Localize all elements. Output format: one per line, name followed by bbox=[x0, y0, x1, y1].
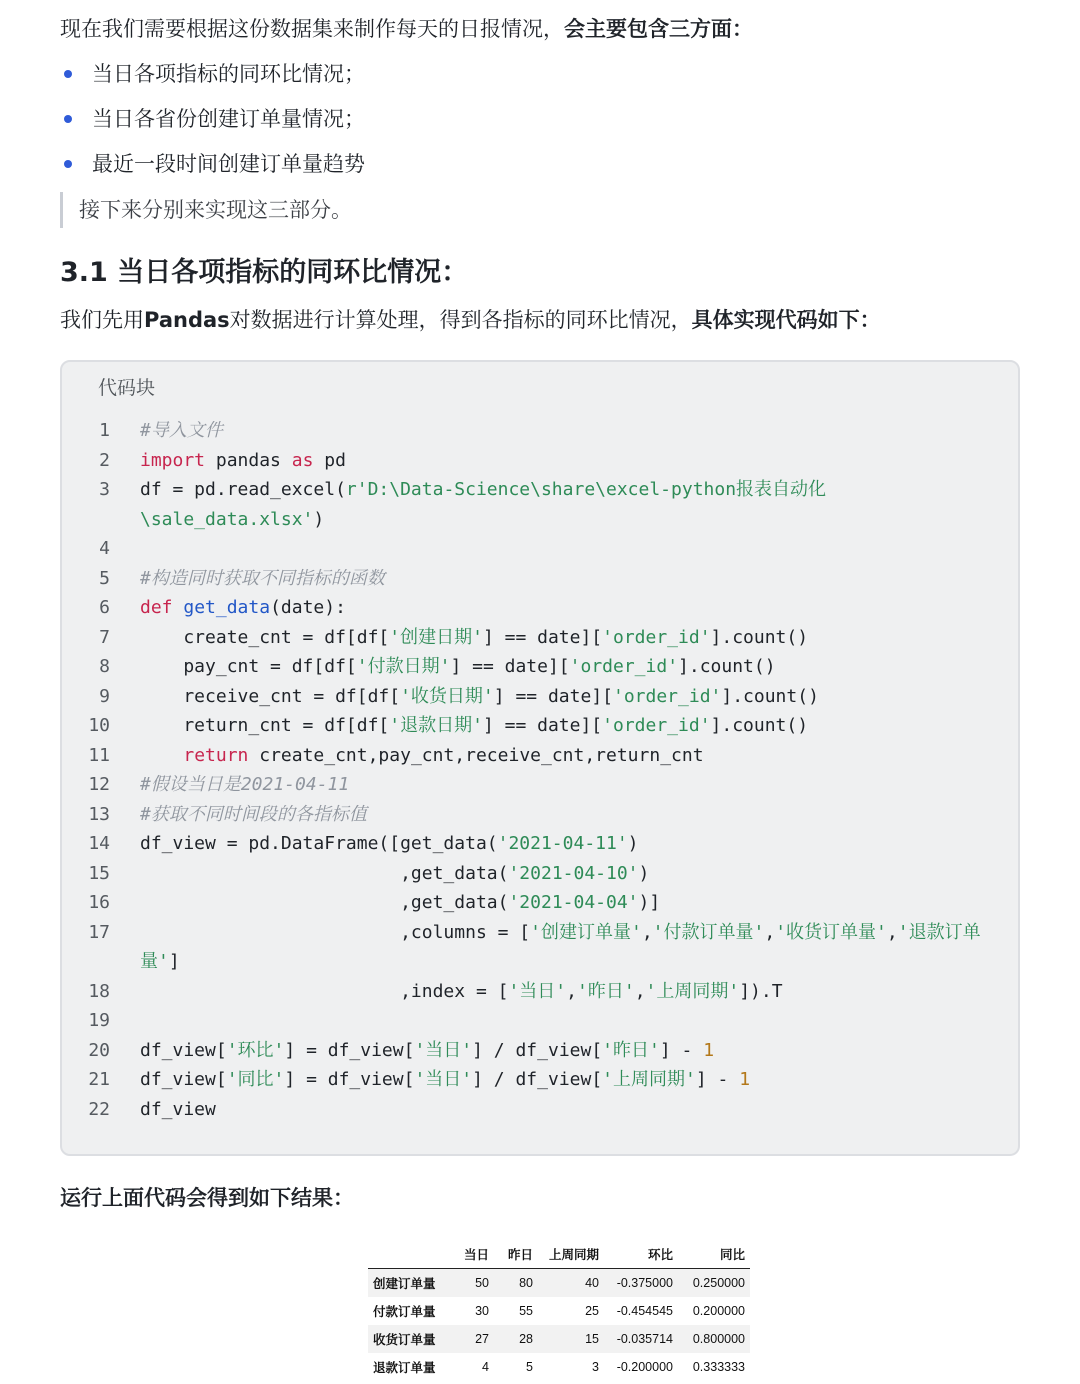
code-string: '收货日期' bbox=[400, 686, 494, 707]
code-text: ] / df_view[ bbox=[472, 1069, 603, 1090]
code-text: df_view = pd.DataFrame([get_data( bbox=[140, 833, 498, 854]
table-cell: 5 bbox=[526, 1360, 533, 1374]
code-line bbox=[140, 977, 783, 1006]
table-cell: 30 bbox=[475, 1304, 489, 1318]
code-string: '2021-04-04' bbox=[508, 892, 639, 913]
code-keyword: import bbox=[140, 450, 206, 471]
code-keyword: as bbox=[291, 450, 314, 471]
code-line bbox=[140, 416, 223, 445]
code-string: 'order_id' bbox=[613, 686, 722, 707]
code-text: ) bbox=[313, 509, 325, 530]
code-text: create_cnt = df[df[ bbox=[140, 627, 390, 648]
code-string: '退款订单 bbox=[897, 922, 981, 943]
code-text: ] / df_view[ bbox=[472, 1040, 603, 1061]
code-text: df = pd.read_excel( bbox=[140, 479, 346, 500]
line-number: 19 bbox=[88, 1010, 110, 1031]
code-text: ] - bbox=[695, 1069, 740, 1090]
code-text: ] bbox=[168, 951, 180, 972]
table-cell: -0.375000 bbox=[616, 1276, 673, 1290]
code-text: ] = df_view[ bbox=[284, 1069, 415, 1090]
code-string: '上周同期' bbox=[602, 1069, 696, 1090]
code-line bbox=[140, 593, 346, 622]
code-text: ] == date][ bbox=[482, 715, 603, 736]
code-string: 量' bbox=[140, 951, 169, 972]
table-header-row bbox=[368, 1240, 750, 1269]
line-number: 5 bbox=[99, 568, 110, 589]
line-number: 22 bbox=[88, 1099, 110, 1120]
code-string: '收货订单量' bbox=[775, 922, 887, 943]
table-row-label: 收货订单量 bbox=[373, 1333, 436, 1347]
code-comment: #导入文件 bbox=[140, 420, 223, 441]
code-line-wrap bbox=[140, 947, 180, 976]
code-text: ,index = [ bbox=[140, 981, 509, 1002]
code-string: '创建订单量' bbox=[530, 922, 642, 943]
desc-bold-pandas: Pandas bbox=[144, 308, 230, 332]
line-number: 9 bbox=[99, 686, 110, 707]
table-header-cell: 昨日 bbox=[494, 1240, 538, 1269]
table-cell: 15 bbox=[585, 1332, 599, 1346]
code-number: 1 bbox=[703, 1040, 715, 1061]
result-table bbox=[368, 1240, 750, 1381]
table-header-cell: 环比 bbox=[604, 1240, 678, 1269]
code-string: '上周同期' bbox=[645, 981, 740, 1002]
code-text: ,get_data( bbox=[140, 892, 509, 913]
code-line bbox=[140, 1065, 750, 1094]
code-text: ] == date][ bbox=[493, 686, 613, 707]
code-string: 'order_id' bbox=[602, 627, 711, 648]
line-number: 4 bbox=[99, 538, 110, 559]
table-row-label: 退款订单量 bbox=[373, 1361, 436, 1375]
line-number: 21 bbox=[88, 1069, 110, 1090]
table-cell: 3 bbox=[592, 1360, 599, 1374]
table-cell: 0.333333 bbox=[692, 1360, 745, 1374]
table-cell: 0.800000 bbox=[692, 1332, 745, 1346]
line-number: 17 bbox=[88, 922, 110, 943]
table-cell: 80 bbox=[519, 1276, 533, 1290]
code-string: \sale_data.xlsx' bbox=[140, 509, 314, 530]
table-cell: -0.454545 bbox=[616, 1304, 673, 1318]
code-keyword: def bbox=[140, 597, 173, 618]
code-text: df_view[ bbox=[140, 1040, 227, 1061]
code-line bbox=[140, 1036, 714, 1065]
code-line bbox=[140, 682, 819, 711]
code-comment: #构造同时获取不同指标的函数 bbox=[140, 568, 385, 589]
code-text: , bbox=[764, 922, 776, 943]
section-heading: 3.1 当日各项指标的同环比情况： bbox=[60, 257, 469, 288]
code-text: receive_cnt = df[df[ bbox=[140, 686, 401, 707]
bullet-dot-icon bbox=[64, 115, 72, 123]
table-header-cell: 当日 bbox=[450, 1240, 494, 1269]
intro-text: 现在我们需要根据这份数据集来制作每天的日报情况， bbox=[60, 17, 564, 41]
code-text: ].count() bbox=[678, 656, 776, 677]
code-line bbox=[140, 711, 808, 740]
code-string: '2021-04-10' bbox=[508, 863, 639, 884]
code-line bbox=[140, 918, 981, 947]
table-cell: -0.035714 bbox=[616, 1332, 673, 1346]
code-line bbox=[140, 623, 808, 652]
bullet-dot-icon bbox=[64, 70, 72, 78]
code-line bbox=[140, 770, 349, 799]
code-text: ] = df_view[ bbox=[284, 1040, 415, 1061]
code-text: , bbox=[886, 922, 898, 943]
line-number: 2 bbox=[99, 450, 110, 471]
code-line bbox=[140, 741, 704, 770]
code-line bbox=[140, 888, 660, 917]
code-line bbox=[140, 475, 826, 504]
code-text: ) bbox=[627, 833, 639, 854]
code-number: 1 bbox=[739, 1069, 751, 1090]
table-header-cell bbox=[368, 1240, 450, 1269]
line-number: 6 bbox=[99, 597, 110, 618]
code-comment: #获取不同时间段的各指标值 bbox=[140, 804, 367, 825]
line-number: 18 bbox=[88, 981, 110, 1002]
code-line bbox=[140, 652, 776, 681]
code-text: , bbox=[641, 922, 653, 943]
line-number: 12 bbox=[88, 774, 110, 795]
code-text: pd bbox=[313, 450, 346, 471]
code-line bbox=[140, 564, 385, 593]
code-string: '当日' bbox=[414, 1069, 473, 1090]
desc-text: 我们先用 bbox=[60, 308, 144, 332]
line-number: 8 bbox=[99, 656, 110, 677]
bullet-text: 当日各项指标的同环比情况； bbox=[92, 62, 365, 86]
table-header-cell: 上周同期 bbox=[538, 1240, 604, 1269]
code-text: pandas bbox=[205, 450, 292, 471]
code-string: r'D:\Data-Science\share\excel-python报表自动化 bbox=[345, 479, 827, 500]
code-text: create_cnt,pay_cnt,receive_cnt,return_cnt bbox=[248, 745, 704, 766]
code-line bbox=[140, 800, 367, 829]
code-text: (date): bbox=[270, 597, 346, 618]
code-line bbox=[140, 446, 346, 475]
desc-bold-text: 具体实现代码如下： bbox=[691, 308, 881, 332]
table-cell: 28 bbox=[519, 1332, 533, 1346]
intro-paragraph bbox=[60, 14, 753, 44]
code-text: ] == date][ bbox=[450, 656, 570, 677]
line-number: 13 bbox=[88, 804, 110, 825]
code-line bbox=[140, 1095, 216, 1124]
line-number: 16 bbox=[88, 892, 110, 913]
code-text: , bbox=[634, 981, 646, 1002]
table-cell: 40 bbox=[585, 1276, 599, 1290]
code-text: ]).T bbox=[739, 981, 783, 1002]
code-string: '当日' bbox=[508, 981, 567, 1002]
code-text: df_view bbox=[140, 1099, 216, 1120]
code-line bbox=[140, 859, 649, 888]
table-cell: 0.250000 bbox=[692, 1276, 745, 1290]
code-text: ].count() bbox=[721, 686, 819, 707]
code-text bbox=[140, 745, 183, 766]
code-text: ,get_data( bbox=[140, 863, 509, 884]
code-block-title: 代码块 bbox=[98, 377, 156, 399]
bullet-dot-icon bbox=[64, 160, 72, 168]
code-string: 'order_id' bbox=[569, 656, 679, 677]
table-cell: 0.200000 bbox=[692, 1304, 745, 1318]
code-block bbox=[60, 360, 1020, 1156]
code-text: ] - bbox=[659, 1040, 704, 1061]
code-text: ].count() bbox=[710, 715, 809, 736]
line-number: 7 bbox=[99, 627, 110, 648]
table-row-label: 付款订单量 bbox=[373, 1305, 436, 1319]
code-line bbox=[140, 829, 639, 858]
code-text: ,columns = [ bbox=[140, 922, 531, 943]
code-text: df_view[ bbox=[140, 1069, 227, 1090]
code-function-name: get_data bbox=[183, 597, 271, 618]
code-text: )] bbox=[638, 892, 661, 913]
result-label: 运行上面代码会得到如下结果： bbox=[60, 1186, 354, 1210]
table-cell: 4 bbox=[482, 1360, 489, 1374]
table-cell: -0.200000 bbox=[616, 1360, 673, 1374]
line-number: 10 bbox=[88, 715, 110, 736]
code-string: '同比' bbox=[226, 1069, 285, 1090]
code-string: '昨日' bbox=[577, 981, 635, 1002]
table-cell: 50 bbox=[475, 1276, 489, 1290]
line-number: 15 bbox=[88, 863, 110, 884]
table-row bbox=[368, 1297, 750, 1325]
table-cell: 25 bbox=[585, 1304, 599, 1318]
code-string: '付款订单量' bbox=[652, 922, 765, 943]
line-number: 3 bbox=[99, 479, 110, 500]
code-string: 'order_id' bbox=[602, 715, 711, 736]
code-text: ].count() bbox=[710, 627, 809, 648]
bullet-text: 当日各省份创建订单量情况； bbox=[92, 107, 365, 131]
line-number: 1 bbox=[99, 420, 110, 441]
code-string: '2021-04-11' bbox=[497, 833, 628, 854]
blockquote: 接下来分别来实现这三部分。 bbox=[60, 192, 352, 228]
line-number: 14 bbox=[88, 833, 110, 854]
code-string: '昨日' bbox=[602, 1040, 660, 1061]
code-text: ) bbox=[638, 863, 650, 884]
table-row bbox=[368, 1325, 750, 1353]
table-row bbox=[368, 1353, 750, 1381]
line-number: 20 bbox=[88, 1040, 110, 1061]
code-keyword: return bbox=[183, 745, 249, 766]
code-comment: #假设当日是2021-04-11 bbox=[140, 774, 350, 795]
code-string: '环比' bbox=[226, 1040, 285, 1061]
line-number: 11 bbox=[88, 745, 110, 766]
code-string: '付款日期' bbox=[356, 656, 451, 677]
code-text: return_cnt = df[df[ bbox=[140, 715, 390, 736]
table-row-label: 创建订单量 bbox=[373, 1277, 436, 1291]
code-text: pay_cnt = df[df[ bbox=[140, 656, 357, 677]
table-header-cell: 同比 bbox=[678, 1240, 750, 1269]
code-string: '退款日期' bbox=[389, 715, 483, 736]
table-cell: 55 bbox=[519, 1304, 533, 1318]
code-line-wrap bbox=[140, 505, 324, 534]
code-text: , bbox=[566, 981, 577, 1002]
table-cell: 27 bbox=[475, 1332, 489, 1346]
table-row bbox=[368, 1269, 750, 1298]
desc-text: 对数据进行计算处理，得到各指标的同环比情况， bbox=[229, 308, 692, 332]
intro-bold-text: 会主要包含三方面： bbox=[564, 17, 753, 41]
code-string: '创建日期' bbox=[389, 627, 483, 648]
bullet-text: 最近一段时间创建订单量趋势 bbox=[92, 152, 365, 176]
code-text bbox=[173, 597, 184, 618]
code-string: '当日' bbox=[414, 1040, 473, 1061]
section-description bbox=[60, 305, 881, 335]
code-text: ] == date][ bbox=[482, 627, 603, 648]
